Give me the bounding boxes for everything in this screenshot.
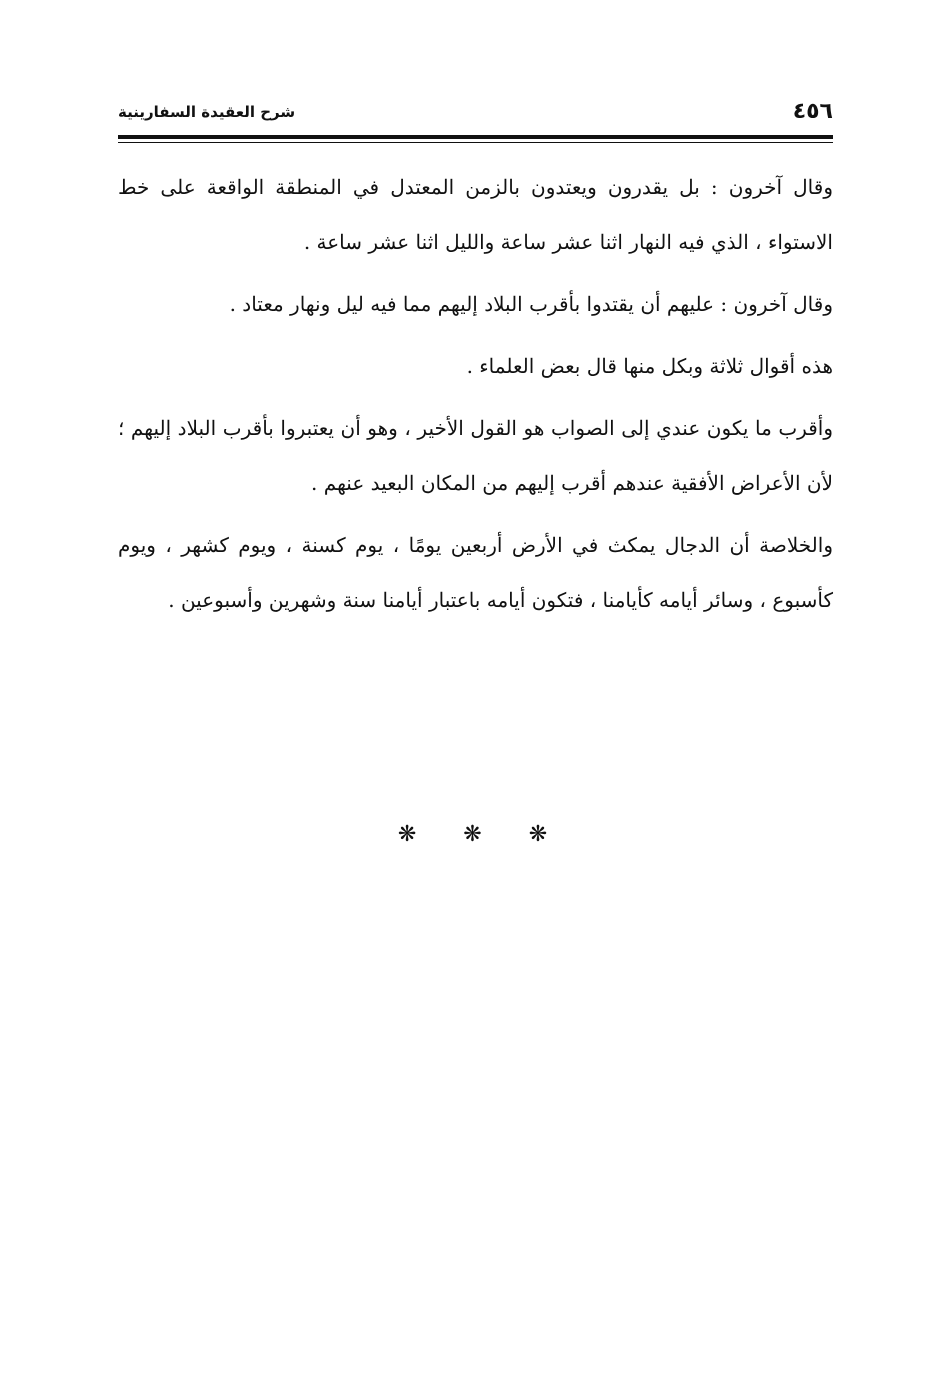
page-header <box>118 96 833 130</box>
section-separator <box>118 815 833 855</box>
page-number: ٤٥٦ <box>792 99 833 124</box>
asterism-icon: ❋ <box>528 822 554 847</box>
paragraph-3: هذه أقوال ثلاثة وبكل منها قال بعض العلماء . <box>466 354 833 378</box>
asterism-icon: ❋ <box>463 822 488 847</box>
paragraph-1: وقال آخرون : بل يقدرون ويعتدون بالزمن المعتدل في المنطقة الواقعة على خط الاستواء ، الذي فيه النهار اثنا عشر ساعة والليل اثنا عشر ساعة . <box>118 175 833 254</box>
header-rule-thin <box>118 142 833 143</box>
running-title: شرح العقيدة السفارينية <box>118 103 296 121</box>
paragraph-2: وقال آخرون : عليهم أن يقتدوا بأقرب البلاد إليهم مما فيه ليل ونهار معتاد . <box>229 292 833 316</box>
header-rule-thick <box>118 135 833 139</box>
paragraph-5: والخلاصة أن الدجال يمكث في الأرض أربعين يومًا ، يوم كسنة ، ويوم كشهر ، ويوم كأسبوع ، وسائر أيامه كأيامنا ، فتكون أيامه باعتبار أيامنا سنة وشهرين وأسبوعين . <box>118 533 833 612</box>
paragraph-4: وأقرب ما يكون عندي إلى الصواب هو القول الأخير ، وهو أن يعتبروا بأقرب البلاد إليهم ؛ لأن الأعراض الأفقية عندهم أقرب إليهم من المكان البعيد عنهم . <box>118 416 833 495</box>
asterism-icon: ❋ <box>397 822 423 847</box>
body-text <box>118 160 833 628</box>
